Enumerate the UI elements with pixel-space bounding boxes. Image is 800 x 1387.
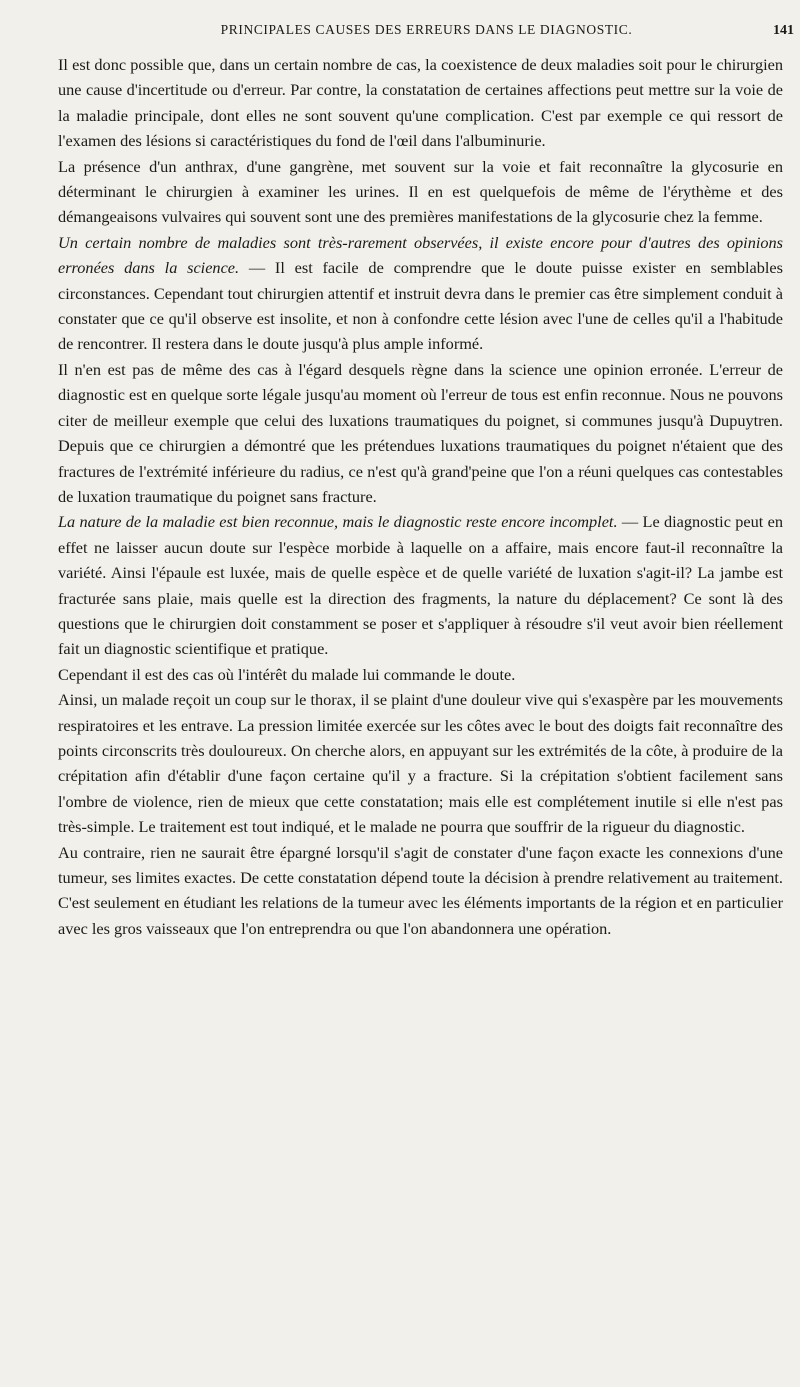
paragraph-text: Il est donc possible que, dans un certain nombre de cas, la coexistence de deux maladies soit pour le chirurgien une cause d'incertitude ou d'erreur. Par contre, la constatation de certaines affections peut mettre sur la voie de la maladie principale, dont elles ne sont souvent qu'une complication. C'est par exemple ce qui ressort de l'examen des lésions si caractéristiques du fond de l'œil dans l'albuminurie. [58,55,783,151]
paragraph [58,662,783,687]
paragraph-text: Au contraire, rien ne saurait être épargné lorsqu'il s'agit de constater d'une façon exacte les connexions d'une tumeur, ses limites exactes. De cette constatation dépend toute la décision à prendre relativement au traitement. C'est seulement en étudiant les relations de la tumeur avec les éléments importants de la région et en particulier avec les gros vaisseaux que l'on entreprendra ou que l'on abandonnera une opération. [58,842,783,938]
paragraph [58,687,783,839]
paragraph-text: La présence d'un anthrax, d'une gangrène, met souvent sur la voie et fait reconnaître la glycosurie en déterminant le chirurgien à examiner les urines. Il en est quelquefois de même de l'érythème et des démangeaisons vulvaires qui souvent sont une des premières manifestations de la glycosurie chez la femme. [58,156,783,227]
paragraph [58,52,783,154]
running-title: PRINCIPALES CAUSES DES ERREURS DANS LE DIAGNOSTIC. [220,22,633,37]
paragraph [58,840,783,942]
paragraph-text: Ainsi, un malade reçoit un coup sur le thorax, il se plaint d'une douleur vive qui s'exaspère par les mouvements respiratoires et les entrave. La pression limitée exercée sur les côtes avec le bout des doigts fait reconnaître des points circonscrits très douloureux. On cherche alors, en appuyant sur les extrémités de la côte, à produire de la crépitation afin d'établir d'une façon certaine qu'il y a fracture. Si la crépitation s'obtient facilement sans l'ombre de violence, rien de mieux que cette constatation; mais elle est complétement inutile si elle n'est pas très-simple. Le traitement est tout indiqué, et le malade ne pourra que souffrir de la rigueur du diagnostic. [58,690,783,837]
paragraph-lead: Un certain nombre de maladies sont très-rarement observées, il existe encore pour d'autres des opinions erronées dans la science. [58,232,783,278]
page-number: 141 [773,23,794,38]
body-text [58,52,783,941]
paragraph-text: — Le diagnostic peut en effet ne laisser aucun doute sur l'espèce morbide à laquelle on a affaire, mais encore faut-il reconnaître la variété. Ainsi l'épaule est luxée, mais de quelle espèce et de quelle variété de luxation s'agit-il? La jambe est fracturée sans plaie, mais quelle est la direction des fragments, la nature du déplacement? Ce sont là des questions que le chirurgien doit constamment se poser et s'appliquer à résoudre s'il veut avoir bien réellement fait un diagnostic scientifique et pratique. [58,512,784,659]
paragraph [58,509,783,661]
paragraph-text: Il n'en est pas de même des cas à l'égard desquels règne dans la science une opinion erronée. L'erreur de diagnostic est en quelque sorte légale jusqu'au moment où l'erreur de tous est enfin reconnue. Nous ne pouvons citer de meilleur exemple que celui des luxations traumatiques du poignet, si communes jusqu'à Dupuytren. Depuis que ce chirurgien a démontré que les prétendues luxations traumatiques du poignet n'étaient que des fractures de l'extrémité inférieure du radius, ce n'est qu'à grand'peine que l'on a réuni quelques cas contestables de luxation traumatique du poignet sans fracture. [58,359,783,506]
paragraph [58,357,783,509]
paragraph [58,230,783,357]
paragraph-lead: La nature de la maladie est bien reconnue, mais le diagnostic reste encore incomplet. [58,512,618,532]
paragraph-text: — Il est facile de comprendre que le doute puisse exister en semblables circonstances. Cependant tout chirurgien attentif et instruit devra dans le premier cas être simplement conduit à constater que ce qu'il observe est insolite, et non à confondre cette lésion avec l'une de celles qu'il a l'habitude de rencontrer. Il restera dans le doute jusqu'à plus ample informé. [58,258,783,354]
running-head [40,22,798,39]
paragraph-text: Cependant il est des cas où l'intérêt du malade lui commande le doute. [58,664,516,684]
paragraph [58,154,783,230]
